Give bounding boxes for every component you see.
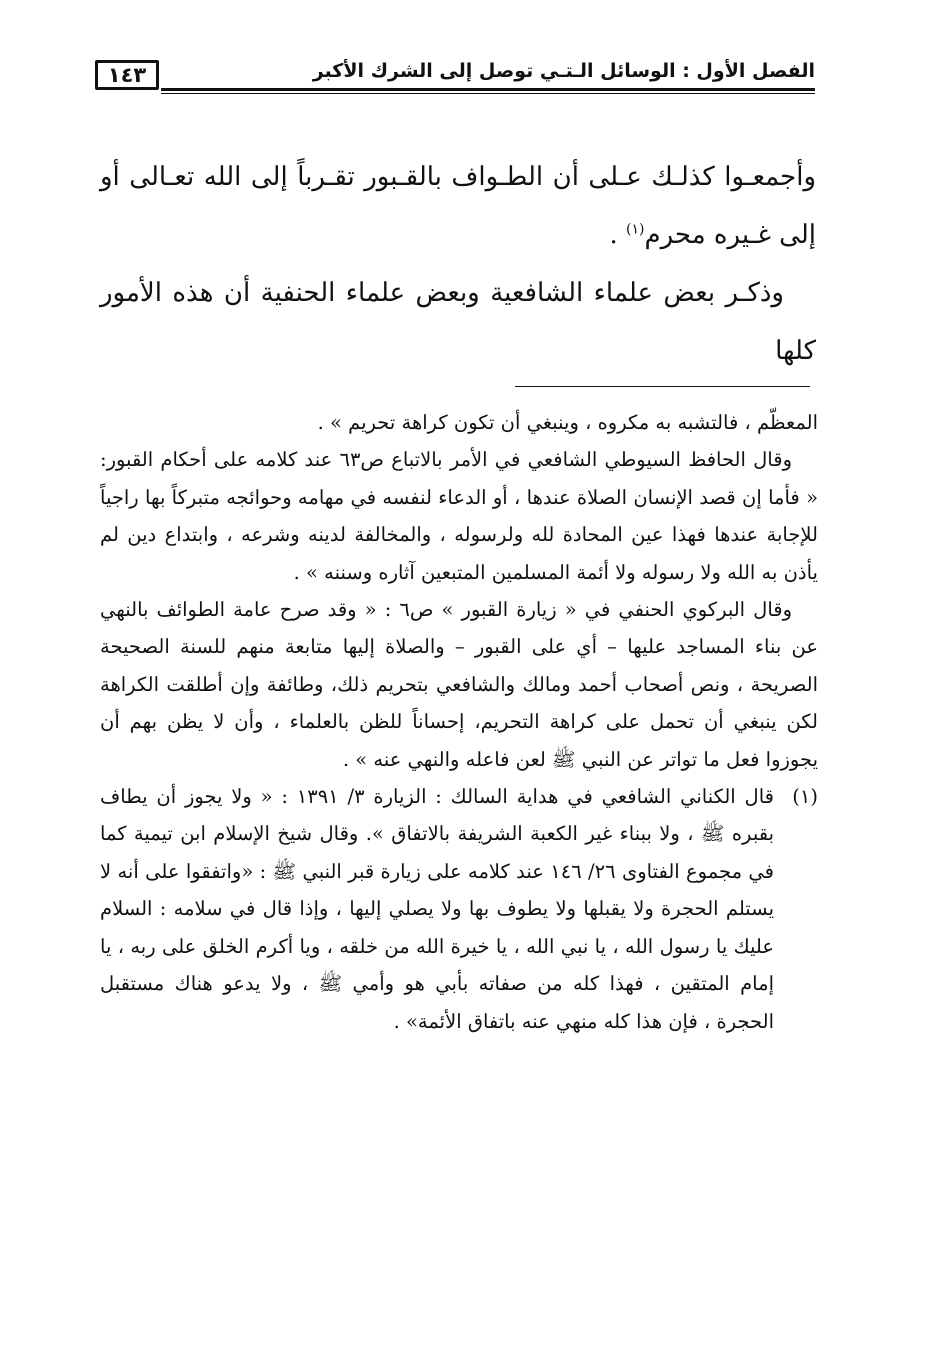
main-text	[100, 148, 816, 380]
footnotes	[100, 404, 818, 1040]
main-paragraph-1-text: وأجمعـوا كذلـك عـلى أن الطـواف بالقـبور تقـرباً إلى الله تعـالى أو إلى غـيره محرم	[100, 162, 816, 250]
page-number: ١٤٣	[95, 60, 159, 90]
main-paragraph-1	[100, 148, 816, 264]
footnote-1-text: قال الكناني الشافعي في هداية السالك : الزيارة ٣/ ١٣٩١ : « ولا يجوز أن يطاف بقبره ﷺ ، ولا ببناء غير الكعبة الشريفة بالاتفاق ». وقال شيخ الإسلام ابن تيمية كما في مجموع الفتاوى ٢٦/ ١٤٦ عند كلامه على زيارة قبر النبي ﷺ : «واتفقوا على أنه لا يستلم الحجرة ولا يقبلها ولا يطوف بها ولا يصلي إليها ، وإذا قال في سلامه : السلام عليك يا رسول الله ، يا نبي الله ، يا خيرة الله من خلقه ، ويا أكرم الخلق على ربه ، يا إمام المتقين ، فهذا كله من صفاته بأبي هو وأمي ﷺ ، ولا يدعو هناك مستقبل الحجرة ، فإن هذا كله منهي عنه باتفاق الأئمة» .	[100, 785, 774, 1033]
footnote-paragraph-suyuti: وقال الحافظ السيوطي الشافعي في الأمر بالاتباع ص٦٣ عند كلامه على أحكام القبور: « فأما إن قصد الإنسان الصلاة عندها ، أو الدعاء لنفسه في مهامه وحوائجه متبركاً بها راجياً للإجابة عندها فهذا عين المحادة لله ولرسوله ، والمخالفة لدينه وشرعه ، وابتداع دين لم يأذن به الله ولا رسوله ولا أئمة المسلمين المتبعين آثاره وسننه » .	[100, 448, 818, 584]
footnote-reference[interactable]: (١)	[626, 221, 645, 238]
footnote-continuation: المعظّم ، فالتشبه به مكروه ، وينبغي أن تكون كراهة تحريم » .	[317, 411, 818, 434]
chapter-title: الفصل الأول : الوسائل الـتـي توصل إلى الشرك الأكبر	[312, 60, 815, 82]
footnote-separator	[515, 386, 810, 387]
footnote-1-number: (١)	[792, 785, 818, 809]
header-rule	[161, 88, 815, 94]
main-paragraph-2: وذكـر بعض علماء الشافعية وبعض علماء الحنفية أن هذه الأمور كلها	[100, 278, 816, 366]
footnote-paragraph-birgivi: وقال البركوي الحنفي في « زيارة القبور » ص٦ : « وقد صرح عامة الطوائف بالنهي عن بناء المساجد عليها – أي على القبور – والصلاة إليها متابعة منهم للسنة الصحيحة الصريحة ، ونص أصحاب أحمد ومالك والشافعي بتحريم ذلك، وطائفة وإن أطلقت الكراهة لكن ينبغي أن تحمل على كراهة التحريم، إحساناً للظن بالعلماء ، وأن لا يظن بهم أن يجوزوا فعل ما تواتر عن النبي ﷺ لعن فاعله والنهي عنه » .	[100, 598, 818, 771]
running-header	[95, 58, 815, 98]
main-paragraph-1-end: .	[609, 220, 626, 250]
footnote-1	[100, 778, 818, 1040]
